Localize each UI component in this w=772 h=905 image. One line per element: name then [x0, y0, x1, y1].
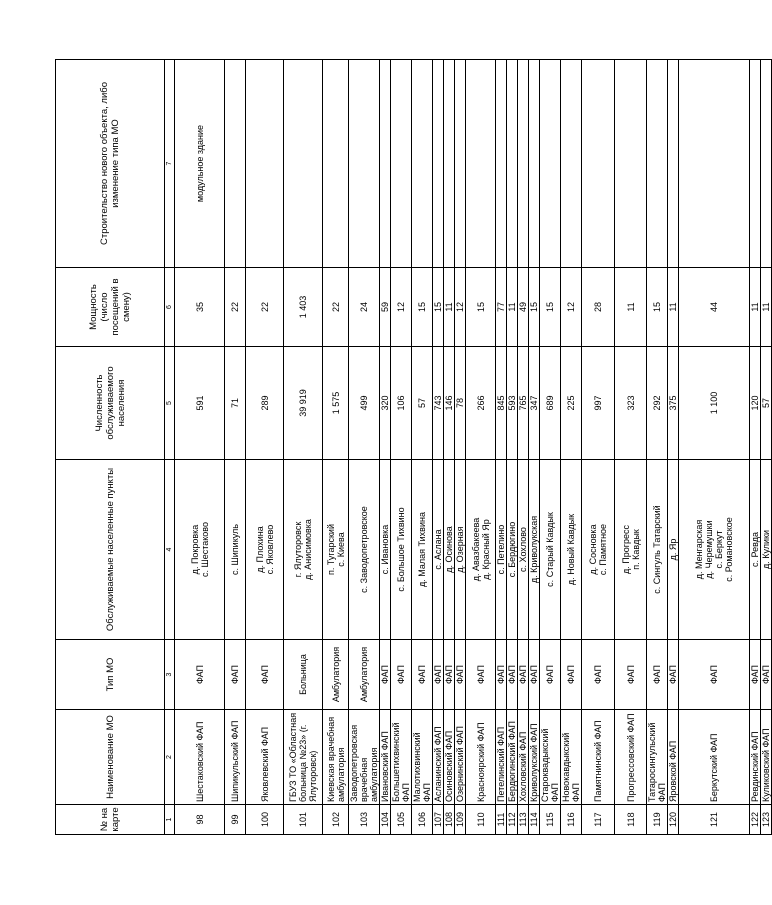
- row-number: 108: [444, 805, 455, 835]
- mo-type: ФАП: [175, 640, 225, 710]
- population: 120: [750, 347, 761, 460]
- population: 225: [561, 347, 582, 460]
- settlement: д. Красный Яр: [480, 519, 491, 580]
- settlements-cell: [433, 460, 444, 640]
- settlement: с. Беркут: [714, 530, 724, 569]
- settlements-cell: [175, 460, 225, 640]
- table-row: [284, 60, 323, 835]
- settlement: д. Анисимовка: [303, 519, 313, 580]
- settlement: с. Старый Кавдык: [545, 512, 555, 587]
- row-number: 100: [246, 805, 284, 835]
- construction-note: [615, 60, 647, 268]
- column-number: 2: [165, 710, 175, 805]
- table-row: [561, 60, 582, 835]
- settlement: д. Малая Тихвина: [417, 512, 427, 587]
- settlement: д. Покровка: [189, 524, 200, 575]
- construction-note: [518, 60, 529, 268]
- construction-note: [349, 60, 380, 268]
- table-body: [175, 60, 772, 835]
- column-number: 3: [165, 640, 175, 710]
- capacity: 15: [412, 268, 433, 347]
- settlements-cell: [518, 460, 529, 640]
- population: 78: [455, 347, 466, 460]
- table-row: [466, 60, 496, 835]
- row-number: 115: [540, 805, 561, 835]
- row-number: 98: [175, 805, 225, 835]
- mo-type: ФАП: [561, 640, 582, 710]
- mo-name: Ивановский ФАП: [380, 710, 391, 805]
- table-row: [647, 60, 668, 835]
- mo-type: ФАП: [496, 640, 507, 710]
- row-number: 107: [433, 805, 444, 835]
- construction-note: [647, 60, 668, 268]
- mo-name: Киевская врачебная амбулатория: [323, 710, 349, 805]
- row-number: 103: [349, 805, 380, 835]
- mo-name: Бердюгинский ФАП: [507, 710, 518, 805]
- population: 323: [615, 347, 647, 460]
- capacity: 22: [323, 268, 349, 347]
- construction-note: [540, 60, 561, 268]
- construction-note: [496, 60, 507, 268]
- settlements-cell: [529, 460, 540, 640]
- settlements-cell: [668, 460, 679, 640]
- settlement: с. Хохлово: [518, 527, 528, 572]
- settlements-cell: [444, 460, 455, 640]
- construction-note: [529, 60, 540, 268]
- mo-type: ФАП: [540, 640, 561, 710]
- mo-name: Прогрессовский ФАП: [615, 710, 647, 805]
- header-settlements: Обслуживаемые населенные пункты: [56, 460, 165, 640]
- mo-type: ФАП: [433, 640, 444, 710]
- row-number: 120: [668, 805, 679, 835]
- mo-name: Большетихвинский ФАП: [391, 710, 412, 805]
- capacity: 1 403: [284, 268, 323, 347]
- population: 146: [444, 347, 455, 460]
- construction-note: [380, 60, 391, 268]
- mo-type: ФАП: [679, 640, 750, 710]
- mo-name: Красноярский ФАП: [466, 710, 496, 805]
- settlements-cell: [540, 460, 561, 640]
- header-construction: Строительство нового объекта, либо изменение типа МО: [56, 60, 165, 268]
- mo-name: Куликовский ФАП: [761, 710, 772, 805]
- mo-name: Яровской ФАП: [668, 710, 679, 805]
- capacity: 12: [561, 268, 582, 347]
- population: 997: [582, 347, 615, 460]
- column-number: 4: [165, 460, 175, 640]
- mo-type: ФАП: [761, 640, 772, 710]
- table-row: [391, 60, 412, 835]
- settlement: г. Ялуторовск: [293, 521, 303, 578]
- population: 57: [412, 347, 433, 460]
- settlement: с. Петелино: [496, 524, 506, 575]
- settlement: с. Ивановка: [380, 524, 390, 575]
- mo-name: Асланинский ФАП: [433, 710, 444, 805]
- settlements-cell: [455, 460, 466, 640]
- construction-note: [225, 60, 246, 268]
- settlement: д. Черемушки: [704, 520, 714, 579]
- header-capacity: Мощность (число посещений в смену): [56, 268, 165, 347]
- row-number: 122: [750, 805, 761, 835]
- settlement: с. Аслана: [433, 529, 443, 570]
- mo-type: ФАП: [380, 640, 391, 710]
- settlements-cell: [391, 460, 412, 640]
- capacity: 24: [349, 268, 380, 347]
- population: 292: [647, 347, 668, 460]
- mo-name: Татаросингульский ФАП: [647, 710, 668, 805]
- population: 106: [391, 347, 412, 460]
- construction-note: [466, 60, 496, 268]
- mo-type: ФАП: [412, 640, 433, 710]
- table-row: [761, 60, 772, 835]
- row-number: 117: [582, 805, 615, 835]
- table-row: [540, 60, 561, 835]
- column-number: 7: [165, 60, 175, 268]
- mo-type: ФАП: [507, 640, 518, 710]
- table-row: [433, 60, 444, 835]
- row-number: 112: [507, 805, 518, 835]
- table-row: [518, 60, 529, 835]
- capacity: 77: [496, 268, 507, 347]
- row-number: 106: [412, 805, 433, 835]
- population: 743: [433, 347, 444, 460]
- row-number: 110: [466, 805, 496, 835]
- construction-note: [561, 60, 582, 268]
- population: 375: [668, 347, 679, 460]
- settlement: с. Киева: [335, 532, 346, 567]
- header-number: № на карте: [56, 805, 165, 835]
- settlement: п. Тугарский: [325, 524, 336, 575]
- row-number: 116: [561, 805, 582, 835]
- settlements-cell: [412, 460, 433, 640]
- table-row: [529, 60, 540, 835]
- settlement: д. Новый Кавдык: [566, 513, 576, 586]
- mo-name: Хохловский ФАП: [518, 710, 529, 805]
- settlement: д. Озерная: [455, 526, 465, 573]
- construction-note: [668, 60, 679, 268]
- mo-type: ФАП: [246, 640, 284, 710]
- construction-note: [323, 60, 349, 268]
- construction-note: [391, 60, 412, 268]
- capacity: 15: [540, 268, 561, 347]
- table-row: [444, 60, 455, 835]
- table-row: [750, 60, 761, 835]
- settlements-cell: [225, 460, 246, 640]
- mo-name: Староквадыкский ФАП: [540, 710, 561, 805]
- settlement: д. Криволукская: [529, 515, 539, 584]
- mo-type: Амбулатория: [323, 640, 349, 710]
- construction-note: [761, 60, 772, 268]
- mo-name: Новокавдыкский ФАП: [561, 710, 582, 805]
- settlements-cell: [284, 460, 323, 640]
- mo-name: Беркутский ФАП: [679, 710, 750, 805]
- mo-type: ФАП: [647, 640, 668, 710]
- column-number: 5: [165, 347, 175, 460]
- construction-note: [246, 60, 284, 268]
- row-number: 123: [761, 805, 772, 835]
- settlements-cell: [323, 460, 349, 640]
- capacity: 44: [679, 268, 750, 347]
- settlement: д. Авазбакеева: [470, 517, 481, 582]
- construction-note: модульное здание: [175, 60, 225, 268]
- mo-type: ФАП: [668, 640, 679, 710]
- row-number: 102: [323, 805, 349, 835]
- mo-type: Больница: [284, 640, 323, 710]
- table-row: [582, 60, 615, 835]
- population: 845: [496, 347, 507, 460]
- row-number: 121: [679, 805, 750, 835]
- capacity: 15: [529, 268, 540, 347]
- mo-type: ФАП: [391, 640, 412, 710]
- capacity: 28: [582, 268, 615, 347]
- mo-type: ФАП: [582, 640, 615, 710]
- settlements-cell: [496, 460, 507, 640]
- settlements-cell: [615, 460, 647, 640]
- column-number-row: [165, 60, 175, 835]
- settlement: с. Шипикуль: [230, 524, 240, 575]
- settlements-cell: [466, 460, 496, 640]
- construction-note: [412, 60, 433, 268]
- header-row: [56, 60, 165, 835]
- construction-note: [455, 60, 466, 268]
- population: 499: [349, 347, 380, 460]
- settlements-cell: [561, 460, 582, 640]
- row-number: 109: [455, 805, 466, 835]
- population: 289: [246, 347, 284, 460]
- settlements-cell: [507, 460, 518, 640]
- row-number: 105: [391, 805, 412, 835]
- settlement: д. Прогресс: [620, 524, 631, 575]
- row-number: 111: [496, 805, 507, 835]
- population: 689: [540, 347, 561, 460]
- mo-type: ФАП: [750, 640, 761, 710]
- settlements-cell: [761, 460, 772, 640]
- table-row: [323, 60, 349, 835]
- mo-name: Ревдинский ФАП: [750, 710, 761, 805]
- population: 591: [175, 347, 225, 460]
- population: 71: [225, 347, 246, 460]
- row-number: 118: [615, 805, 647, 835]
- column-number: 6: [165, 268, 175, 347]
- capacity: 49: [518, 268, 529, 347]
- settlement: с. Романовское: [724, 517, 734, 582]
- settlement: с. Яковлево: [264, 524, 275, 575]
- mo-name: Шестаковский ФАП: [175, 710, 225, 805]
- table-row: [496, 60, 507, 835]
- settlement: д. Сосновка: [588, 524, 598, 575]
- mo-type: ФАП: [615, 640, 647, 710]
- row-number: 104: [380, 805, 391, 835]
- table-row: [349, 60, 380, 835]
- settlement: с. Памятное: [598, 523, 608, 576]
- mo-name: ГБУЗ ТО «Областная больница №23» (г. Ялуторовск): [284, 710, 323, 805]
- construction-note: [679, 60, 750, 268]
- capacity: 35: [175, 268, 225, 347]
- settlement: д. Плохина: [254, 526, 265, 573]
- mo-type: ФАП: [444, 640, 455, 710]
- header-type: Тип МО: [56, 640, 165, 710]
- population: 1 575: [323, 347, 349, 460]
- mo-type: ФАП: [466, 640, 496, 710]
- mo-name: Памятнинский ФАП: [582, 710, 615, 805]
- mo-type: ФАП: [518, 640, 529, 710]
- mo-name: Криволукский ФАП: [529, 710, 540, 805]
- capacity: 22: [246, 268, 284, 347]
- settlements-cell: [349, 460, 380, 640]
- table-row: [225, 60, 246, 835]
- table-row: [507, 60, 518, 835]
- table-row: [412, 60, 433, 835]
- capacity: 11: [761, 268, 772, 347]
- capacity: 15: [433, 268, 444, 347]
- settlement: с. Бердюгино: [507, 521, 517, 578]
- capacity: 12: [391, 268, 412, 347]
- population: 39 919: [284, 347, 323, 460]
- mo-type: ФАП: [225, 640, 246, 710]
- capacity: 15: [647, 268, 668, 347]
- population: 57: [761, 347, 772, 460]
- settlement: д. Яр: [668, 538, 678, 561]
- capacity: 11: [444, 268, 455, 347]
- table-row: [668, 60, 679, 835]
- construction-note: [433, 60, 444, 268]
- settlement: п. Кавдык: [630, 529, 641, 570]
- settlement: с. Шестаково: [199, 522, 210, 578]
- header-population: Численность обслуживаемого населения: [56, 347, 165, 460]
- construction-note: [750, 60, 761, 268]
- population: 1 100: [679, 347, 750, 460]
- row-number: 99: [225, 805, 246, 835]
- settlements-cell: [582, 460, 615, 640]
- mo-name: Малотихвинский ФАП: [412, 710, 433, 805]
- construction-note: [507, 60, 518, 268]
- settlements-cell: [750, 460, 761, 640]
- row-number: 113: [518, 805, 529, 835]
- mo-type: ФАП: [455, 640, 466, 710]
- capacity: 11: [507, 268, 518, 347]
- row-number: 114: [529, 805, 540, 835]
- capacity: 15: [466, 268, 496, 347]
- population: 765: [518, 347, 529, 460]
- settlement: д. Кулики: [761, 529, 771, 570]
- mo-name: Петелинский ФАП: [496, 710, 507, 805]
- population: 593: [507, 347, 518, 460]
- settlements-cell: [647, 460, 668, 640]
- rotated-table-container: [55, 60, 771, 835]
- table-row: [175, 60, 225, 835]
- settlement: с. Большое Тихвино: [396, 507, 406, 592]
- population: 266: [466, 347, 496, 460]
- capacity: 59: [380, 268, 391, 347]
- construction-note: [582, 60, 615, 268]
- settlement: с. Заводопетровское: [359, 506, 369, 593]
- mo-type: Амбулатория: [349, 640, 380, 710]
- table-row: [455, 60, 466, 835]
- settlements-cell: [380, 460, 391, 640]
- row-number: 119: [647, 805, 668, 835]
- settlement: д. Осинова: [444, 526, 454, 573]
- mo-name: Озернинский ФАП: [455, 710, 466, 805]
- mo-type: ФАП: [529, 640, 540, 710]
- table-row: [380, 60, 391, 835]
- medical-organizations-table: [55, 59, 772, 835]
- mo-name: Осиновский ФАП: [444, 710, 455, 805]
- capacity: 12: [455, 268, 466, 347]
- capacity: 11: [668, 268, 679, 347]
- capacity: 22: [225, 268, 246, 347]
- population: 320: [380, 347, 391, 460]
- capacity: 11: [615, 268, 647, 347]
- mo-name: Яковлевский ФАП: [246, 710, 284, 805]
- mo-name: Заводопетровская врачебная амбулатория: [349, 710, 380, 805]
- table-row: [615, 60, 647, 835]
- construction-note: [444, 60, 455, 268]
- column-number: 1: [165, 805, 175, 835]
- table-row: [246, 60, 284, 835]
- settlements-cell: [246, 460, 284, 640]
- settlement: с. Сингуль Татарский: [652, 505, 662, 594]
- table-row: [679, 60, 750, 835]
- mo-name: Шипикульский ФАП: [225, 710, 246, 805]
- population: 347: [529, 347, 540, 460]
- settlements-cell: [679, 460, 750, 640]
- settlement: д. Менгарская: [694, 519, 704, 580]
- settlement: с. Ревда: [750, 531, 760, 568]
- row-number: 101: [284, 805, 323, 835]
- header-name: Наименование МО: [56, 710, 165, 805]
- construction-note: [284, 60, 323, 268]
- capacity: 11: [750, 268, 761, 347]
